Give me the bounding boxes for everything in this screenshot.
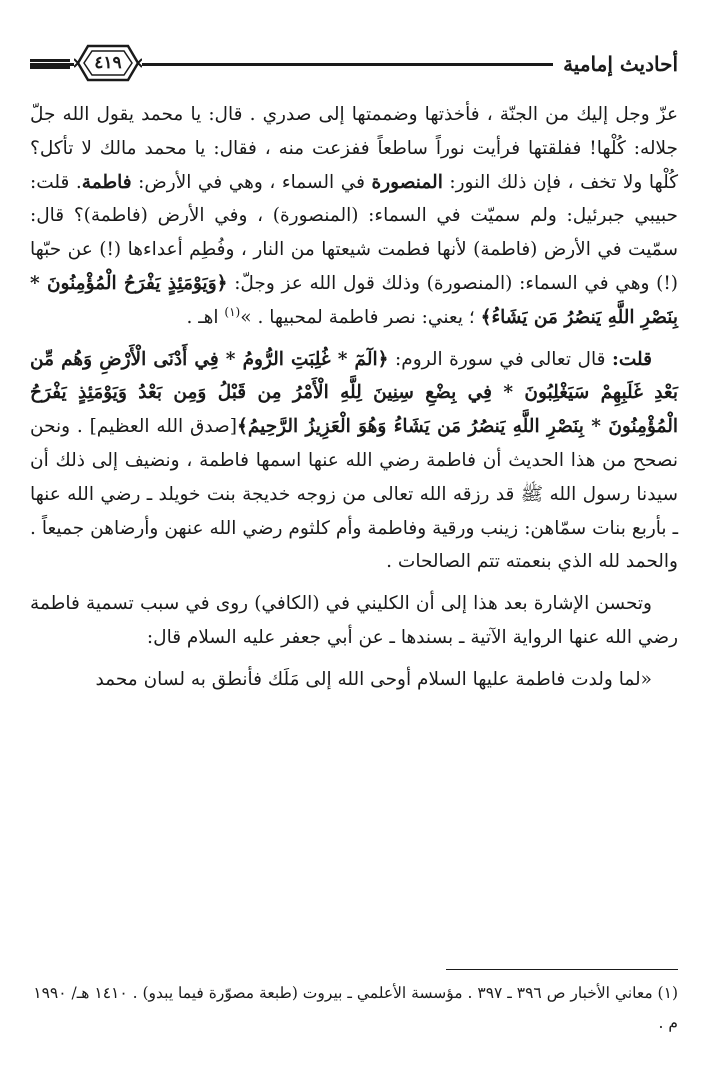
text-run: «لما ولدت فاطمة عليها السلام أوحى الله إلى مَلَك فأنطق به لسان محمد bbox=[95, 668, 652, 690]
page-header bbox=[30, 42, 678, 86]
quran-verse-rum: ﴿الٓمٓ * غُلِبَتِ الرُّومُ * فِي أَدْنَى الْأَرْضِ وَهُم مِّن بَعْدِ غَلَبِهِمْ سَيَغْلِبُونَ * فِي بِضْعِ سِنِينَ لِلَّهِ الْأَمْرُ مِن قَبْلُ وَمِن بَعْدُ وَيَوْمَئِذٍ يَفْرَحُ الْمُؤْمِنُونَ * بِنَصْرِ اللَّهِ يَنصُرُ مَن يَشَاءُ وَهُوَ الْعَزِيزُ الرَّحِيمُ﴾ bbox=[30, 348, 678, 438]
closing-quote: » bbox=[240, 306, 252, 328]
paragraph-commentary bbox=[30, 343, 678, 580]
paragraph-kafi bbox=[30, 587, 678, 655]
page-number: ٤١٩ bbox=[94, 53, 122, 73]
paragraph-narration bbox=[30, 663, 678, 697]
footnote-1: (١) معاني الأخبار ص ٣٩٦ ـ ٣٩٧ . مؤسسة الأعلمي ـ بيروت (طبعة مصوّرة فيما يبدو) . ١٤١٠ هـ/ ١٩٩٠ م . bbox=[33, 984, 678, 1032]
text-run: عزّ وجل إليك من الجنّة ، فأخذتها وضممتها إلى صدري . قال: يا محمد يقول الله جلّ جلاله: كُلْها! ففلقتها فرأيت نوراً ساطعاً ففزعت منه ، فقال: يا محمد مالك لا تأكل؟ كُلْها ولا تخف ، فإن ذلك النور: bbox=[30, 104, 679, 193]
page-number-frame bbox=[74, 42, 142, 84]
label-qultu: قلت: bbox=[612, 348, 653, 370]
running-title: أحاديث إمامية bbox=[553, 44, 678, 84]
quran-verse: ﴿وَيَوْمَئِذٍ يَفْرَحُ الْمُؤْمِنُونَ * بِنَصْرِ اللَّهِ يَنصُرُ مَن يَشَاءُ﴾ bbox=[30, 272, 678, 328]
emphasis-fatima: فاطمة bbox=[81, 171, 132, 193]
book-page bbox=[30, 38, 678, 1048]
footnote-reference[interactable]: (١) bbox=[224, 304, 241, 319]
footnote-rule bbox=[446, 969, 678, 970]
main-text bbox=[30, 98, 678, 705]
text-run: في السماء ، وهي في الأرض: bbox=[131, 171, 372, 193]
text-run: . قلت: حبيبي جبرئيل: ولم سميّت في السماء: (المنصورة) ، وفي الأرض (فاطمة)؟ قال: سمّيت في الأرض (فاطمة) لأنها فطمت شيعتها من النار ، وفُطِم أعداءها (!) عن حبّها (!) وهي في السماء: (المنصورة) وذلك قول الله عز وجلّ: bbox=[30, 171, 678, 294]
text-run: اهـ . bbox=[186, 306, 225, 328]
header-left-ornament bbox=[30, 59, 70, 69]
paragraph-hadith bbox=[30, 98, 678, 335]
emphasis-mansoura: المنصورة bbox=[371, 171, 443, 193]
text-run: [صدق الله العظيم] . ونحن نصحح من هذا الحديث أن فاطمة رضي الله عنها اسمها فاطمة ، ونضيف إلى ذلك أن سيدنا رسول الله ﷺ قد رزقه الله تعالى من زوجه خديجة بنت خويلد ـ رضي الله عنها ـ بأربع بنات سمّاهن: زينب ورقية وفاطمة وأم كلثوم رضي الله عنهن وأرضاهن جميعاً . والحمد لله الذي بنعمته تتم الصالحات . bbox=[30, 416, 678, 573]
text-run: ؛ يعني: نصر فاطمة لمحبيها . bbox=[251, 306, 481, 328]
footnote bbox=[30, 978, 678, 1038]
text-run: قال تعالى في سورة الروم: bbox=[388, 348, 613, 370]
text-run: وتحسن الإشارة بعد هذا إلى أن الكليني في (الكافي) روى في سبب تسمية فاطمة رضي الله عنها الرواية الآتية ـ بسندها ـ عن أبي جعفر عليه السلام قال: bbox=[30, 593, 678, 648]
